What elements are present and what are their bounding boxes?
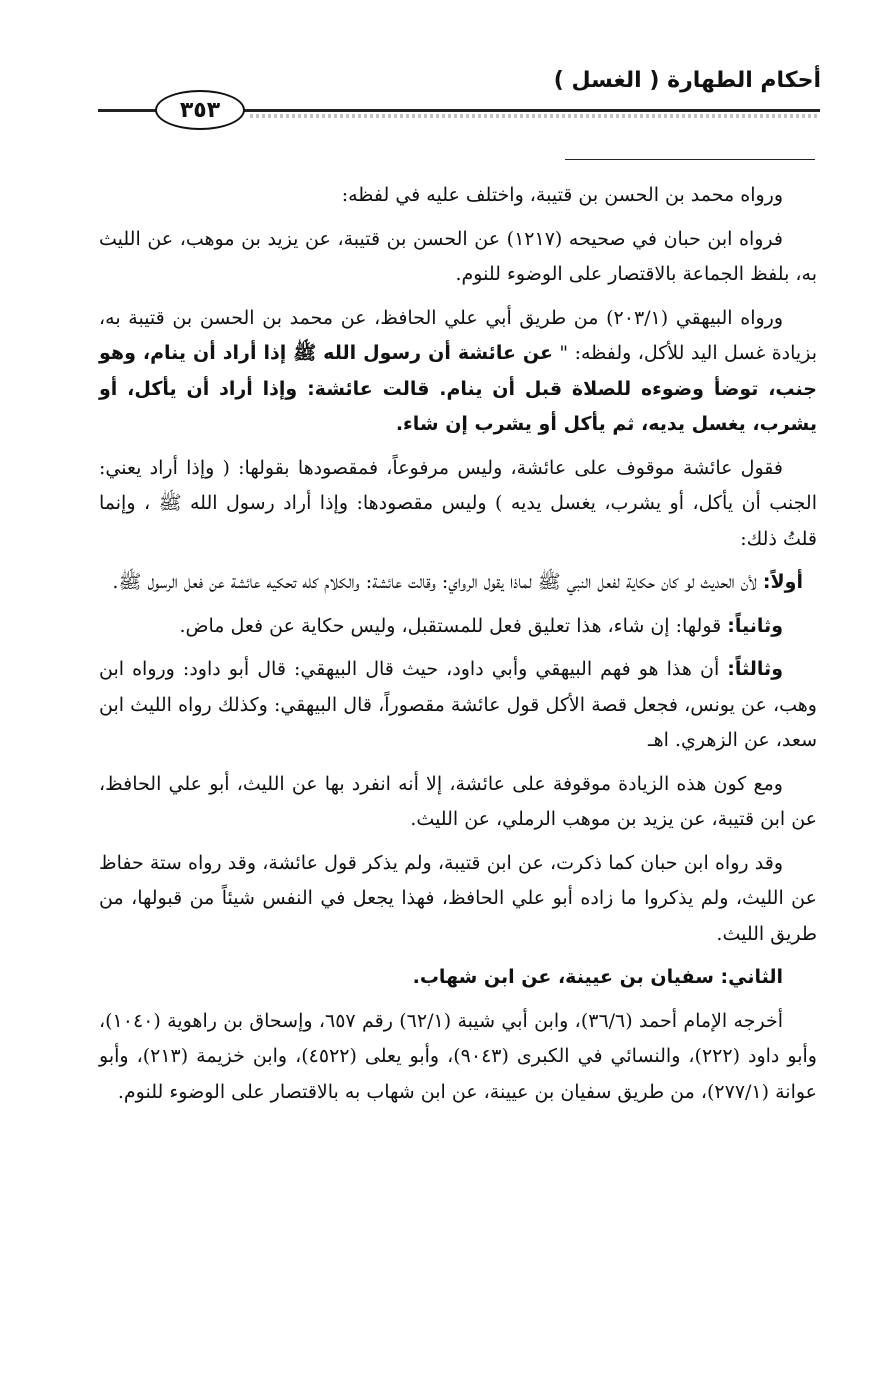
- point-label: وثالثاً:: [727, 658, 783, 680]
- header-ornament: [250, 114, 820, 118]
- paragraph-2: فرواه ابن حبان في صحيحه (١٢١٧) عن الحسن بن قتيبة، عن يزيد بن موهب، عن الليث به، بلفظ الجماعة بالاقتصار على الوضوء للنوم.: [99, 227, 817, 285]
- paragraph-11: أخرجه الإمام أحمد (٣٦/٦)، وابن أبي شيبة (٦٢/١) رقم ٦٥٧، وإسحاق بن راهوية (١٠٤٠)، وأبو داود (٢٢٢)، والنسائي في الكبرى (٩٠٤٣)، وأبو يعلى (٤٥٢٢)، وابن خزيمة (٢١٣)، وأبو عوانة (٢٧٧/١)، من طريق سفيان بن عيينة، عن ابن شهاب به بالاقتصار على الوضوء للنوم.: [99, 1009, 817, 1103]
- paragraph-8: ومع كون هذه الزيادة موقوفة على عائشة، إلا أنه انفرد بها عن الليث، أبو علي الحافظ، عن ابن قتيبة، عن يزيد بن موهب الرملي، عن الليث.: [99, 772, 817, 830]
- paragraph-4: فقول عائشة موقوف على عائشة، وليس مرفوعاً، فمقصودها بقولها: ( وإذا أراد يعني: الجنب أن يأكل، أو يشرب، يغسل يديه ) وليس مقصودها: وإذا أراد رسول الله ﷺ ، وإنما قلتُ ذلك:: [99, 456, 817, 550]
- paragraph-9: وقد رواه ابن حبان كما ذكرت، عن ابن قتيبة، ولم يذكر قول عائشة، وقد رواه ستة حفاظ عن الليث، ولم يذكروا ما زاده أبو علي الحافظ، فهذا يجعل في النفس شيئاً من قبولها، من طريق الليث.: [99, 851, 817, 945]
- body-text: [99, 178, 817, 1118]
- separator-rule: [565, 159, 815, 160]
- page-number-text: ٣٥٣: [179, 97, 221, 123]
- point-first: أولاً: لأن الحديث لو كان حكاية لفعل النبي ﷺ لماذا يقول الرواي: وقالت عائشة: والكلام كله تحكيه عائشة عن فعل الرسول ﷺ.: [112, 571, 803, 593]
- point-label: أولاً:: [762, 571, 803, 593]
- paragraph-1: ورواه محمد بن الحسن بن قتيبة، واختلف عليه في لفظه:: [341, 184, 783, 206]
- point-second: وثانياً: قولها: إن شاء، هذا تعليق فعل للمستقبل، وليس حكاية عن فعل ماض.: [179, 614, 783, 637]
- paragraph-3: ورواه البيهقي (٢٠٣/١) من طريق أبي علي الحافظ، عن محمد بن الحسن بن قتيبة به، بزيادة غسل اليد للأكل، ولفظه: " عن عائشة أن رسول الله ﷺ إذا أراد أن ينام، وهو جنب، توضأ وضوءه للصلاة قبل أن ينام. قالت عائشة: وإذا أراد أن يأكل، أو يشرب، يغسل يديه، ثم يأكل أو يشرب إن شاء.: [99, 306, 817, 435]
- running-header-title: أحكام الطهارة ( الغسل ): [553, 68, 821, 93]
- point-label: وثانياً:: [727, 614, 783, 637]
- section-heading: الثاني: سفيان بن عيينة، عن ابن شهاب.: [412, 966, 783, 988]
- page-number: [155, 90, 245, 130]
- hadith-quote: عن عائشة أن رسول الله ﷺ إذا أراد أن ينام، وهو جنب، توضأ وضوءه للصلاة قبل أن ينام. قالت عائشة: وإذا أراد أن يأكل، أو يشرب، يغسل يديه، ثم يأكل أو يشرب إن شاء.: [99, 342, 817, 435]
- point-third: وثالثاً: أن هذا هو فهم البيهقي وأبي داود، حيث قال البيهقي: قال أبو داود: ورواه ابن وهب، عن يونس، فجعل قصة الأكل قول عائشة مقصوراً، قال البيهقي: وكذلك رواه الليث ابن سعد، عن الزهري. اهـ: [99, 658, 817, 751]
